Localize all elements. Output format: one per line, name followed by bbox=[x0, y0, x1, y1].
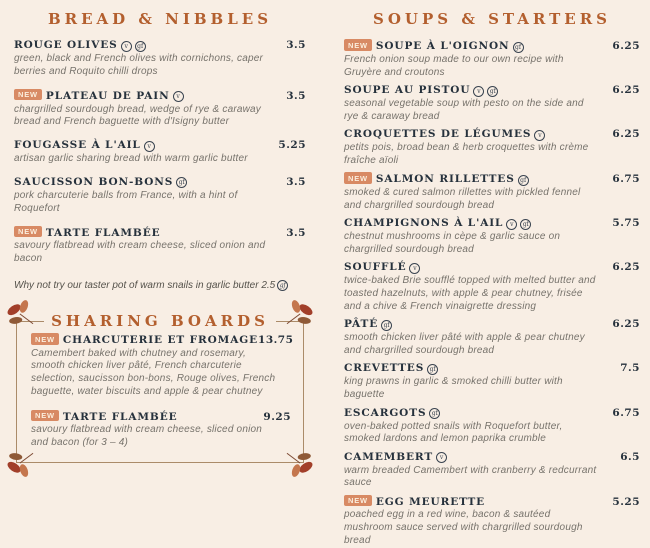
item-description: smoked & cured salmon rillettes with pickled fennel and chargrilled sourdough bread bbox=[344, 187, 581, 212]
item-price: 3.5 bbox=[286, 175, 306, 188]
sharing-boards-header bbox=[15, 312, 305, 330]
item-description: Camembert baked with chutney and rosemary, smooth chicken liver pâté, French charcuterie selection, saucisson bon-bons, Rouge olives, French baguette, water biscuits and apple & pear chutney bbox=[31, 347, 276, 398]
menu-item-crevettes bbox=[344, 362, 640, 402]
item-row bbox=[14, 176, 306, 189]
item-description: smooth chicken liver pâté with apple & pear chutney and chargrilled sourdough bread bbox=[344, 332, 585, 357]
item-description: pork charcuterie balls from France, with a hint of Roquefort bbox=[14, 189, 238, 214]
item-price: 6.75 bbox=[612, 406, 640, 419]
item-name-wrap bbox=[14, 226, 161, 239]
item-row bbox=[344, 172, 640, 186]
item-price: 7.5 bbox=[620, 362, 640, 375]
vegetarian-icon: v bbox=[121, 41, 132, 52]
item-row bbox=[31, 333, 294, 347]
section-title-bread-nibbles: BREAD & NIBBLES bbox=[47, 10, 273, 28]
item-price: 6.5 bbox=[620, 450, 640, 463]
item-description: green, black and French olives with cornichons, caper berries and Roquito chilli drops bbox=[14, 53, 264, 77]
menu-item-tarte-flambee-sharing bbox=[31, 410, 291, 450]
item-name: TARTE FLAMBÉE bbox=[62, 410, 178, 423]
gluten-free-icon: gf bbox=[381, 320, 392, 331]
item-name-wrap bbox=[344, 318, 392, 331]
item-name: SOUFFLÉ bbox=[344, 261, 407, 274]
right-column bbox=[344, 6, 640, 547]
item-name: PLATEAU DE PAIN bbox=[45, 89, 170, 102]
item-name: SAUCISSON BON-BONS bbox=[14, 175, 174, 188]
item-name: CROQUETTES DE LÉGUMES bbox=[344, 128, 532, 141]
gluten-free-icon: gf bbox=[427, 364, 438, 375]
item-row bbox=[344, 407, 640, 420]
item-price: 13.75 bbox=[258, 334, 294, 347]
gluten-free-icon: gf bbox=[513, 42, 524, 53]
item-row bbox=[344, 217, 640, 230]
item-name: CAMEMBERT bbox=[344, 450, 434, 463]
snails-note-text: Why not try our taster pot of warm snails in garlic butter 2.5 bbox=[14, 279, 276, 291]
new-badge: NEW bbox=[344, 39, 372, 51]
item-description: savoury flatbread with cream cheese, sliced onion and bacon bbox=[14, 240, 266, 264]
item-description: warm breaded Camembert with cranberry & redcurrant sauce bbox=[344, 464, 597, 489]
leaf-ornament-icon bbox=[5, 445, 38, 478]
menu-item-tarte-flambee bbox=[14, 226, 306, 266]
item-name: ESCARGOTS bbox=[344, 406, 427, 419]
item-row bbox=[14, 139, 306, 152]
item-name: EGG MEURETTE bbox=[375, 495, 486, 508]
item-name: ROUGE OLIVES bbox=[14, 39, 118, 51]
menu-item-champignons-a-lail bbox=[344, 217, 640, 257]
sharing-boards-box bbox=[16, 312, 304, 463]
item-description: artisan garlic sharing bread with warm garlic butter bbox=[14, 153, 248, 165]
item-price: 3.5 bbox=[286, 226, 306, 239]
section-title-soups-starters: SOUPS & STARTERS bbox=[373, 10, 611, 28]
left-column bbox=[14, 6, 306, 547]
item-price: 5.75 bbox=[612, 217, 640, 230]
vegetarian-icon: v bbox=[144, 141, 155, 152]
item-row bbox=[344, 495, 640, 508]
item-name: TARTE FLAMBÉE bbox=[45, 226, 161, 239]
item-row bbox=[344, 451, 640, 464]
item-description: king prawns in garlic & smoked chilli butter with baguette bbox=[344, 376, 563, 401]
item-price: 6.25 bbox=[612, 261, 640, 274]
new-badge: NEW bbox=[344, 172, 372, 184]
item-description: French onion soup made to our own recipe with Gruyère and croutons bbox=[344, 54, 564, 78]
vegetarian-icon: v bbox=[409, 263, 420, 274]
item-name-wrap bbox=[344, 407, 440, 420]
item-price: 6.75 bbox=[612, 173, 640, 186]
item-name-wrap bbox=[344, 261, 420, 274]
menu-item-rouge-olives bbox=[14, 39, 306, 79]
item-row bbox=[344, 261, 640, 274]
snails-note bbox=[14, 280, 306, 292]
item-row bbox=[14, 89, 306, 103]
item-name-wrap bbox=[31, 333, 258, 346]
menu-item-charcuterie-et-fromage bbox=[31, 333, 294, 399]
item-description: twice-baked Brie soufflé topped with melted butter and toasted hazelnuts, with apple & pear chutney, frisée and a chive & French vinaigrette dressing bbox=[344, 275, 596, 313]
item-description: petits pois, broad bean & herb croquettes with crème fraîche aïoli bbox=[344, 142, 589, 166]
item-name: FOUGASSE À L'AIL bbox=[14, 139, 141, 152]
item-description: savoury flatbread with cream cheese, sliced onion and bacon (for 3 – 4) bbox=[31, 424, 263, 449]
item-description: oven-baked potted snails with Roquefort butter, smoked lardons and lemon paprika crumble bbox=[344, 420, 563, 445]
item-name-wrap bbox=[14, 39, 146, 52]
item-name: SOUPE AU PISTOU bbox=[344, 84, 471, 97]
item-name: CHAMPIGNONS À L'AIL bbox=[344, 217, 504, 230]
new-badge: NEW bbox=[31, 410, 59, 422]
menu-item-plateau-de-pain bbox=[14, 89, 306, 130]
item-name-wrap bbox=[344, 451, 447, 464]
item-name: SALMON RILLETTES bbox=[375, 173, 515, 186]
item-name: SOUPE À L'OIGNON bbox=[375, 40, 510, 52]
gluten-free-icon: gf bbox=[176, 177, 187, 188]
vegetarian-icon: v bbox=[534, 130, 545, 141]
item-description: chestnut mushrooms in cèpe & garlic sauce on chargrilled sourdough bread bbox=[344, 231, 561, 256]
menu-item-souffle bbox=[344, 261, 640, 313]
gluten-free-icon: gf bbox=[487, 86, 498, 97]
new-badge: NEW bbox=[14, 89, 42, 101]
item-description: poached egg in a red wine, bacon & sautéed mushroom sauce served with chargrilled sourdough bread bbox=[344, 509, 583, 546]
item-name-wrap bbox=[344, 84, 498, 97]
menu-item-camembert bbox=[344, 451, 640, 491]
vegetarian-icon: v bbox=[436, 452, 447, 463]
menu-item-salmon-rillettes bbox=[344, 172, 640, 213]
item-description: seasonal vegetable soup with pesto on the side and rye & caraway bread bbox=[344, 98, 584, 122]
item-name-wrap bbox=[31, 410, 178, 423]
item-name: PÂTÉ bbox=[344, 318, 379, 331]
leaf-ornament-icon bbox=[282, 299, 315, 332]
item-description: chargrilled sourdough bread, wedge of rye & caraway bread and French baguette with d'Isigny butter bbox=[14, 103, 262, 128]
gluten-free-icon: gf bbox=[277, 280, 288, 291]
item-price: 3.5 bbox=[286, 89, 306, 102]
item-price: 5.25 bbox=[612, 495, 640, 508]
item-name-wrap bbox=[344, 39, 524, 53]
item-name-wrap bbox=[344, 217, 531, 230]
menu-item-croquettes-de-legumes bbox=[344, 128, 640, 168]
item-name-wrap bbox=[344, 495, 485, 508]
vegetarian-icon: v bbox=[473, 86, 484, 97]
gluten-free-icon: gf bbox=[135, 41, 146, 52]
item-name-wrap bbox=[344, 172, 529, 186]
gluten-free-icon: gf bbox=[518, 175, 529, 186]
item-row bbox=[14, 39, 306, 52]
item-row bbox=[344, 318, 640, 331]
item-price: 6.25 bbox=[612, 318, 640, 331]
menu-item-pate bbox=[344, 318, 640, 358]
item-name-wrap bbox=[344, 128, 545, 141]
vegetarian-icon: v bbox=[173, 91, 184, 102]
item-name: CREVETTES bbox=[344, 362, 425, 375]
item-row bbox=[344, 84, 640, 97]
item-row bbox=[344, 362, 640, 375]
item-price: 6.25 bbox=[612, 84, 640, 97]
menu-item-soupe-au-pistou bbox=[344, 84, 640, 124]
item-name-wrap bbox=[14, 89, 184, 103]
menu-item-soupe-a-loignon bbox=[344, 39, 640, 80]
new-badge: NEW bbox=[14, 226, 42, 238]
item-name: CHARCUTERIE ET FROMAGE bbox=[62, 334, 259, 347]
item-price: 6.25 bbox=[612, 40, 640, 52]
item-name-wrap bbox=[14, 176, 187, 189]
item-name-wrap bbox=[344, 362, 438, 375]
section-title-sharing-boards: SHARING BOARDS bbox=[51, 312, 269, 331]
menu-item-egg-meurette bbox=[344, 495, 640, 548]
leaf-ornament-icon bbox=[282, 445, 315, 478]
menu-item-fougasse bbox=[14, 139, 306, 166]
gluten-free-icon: gf bbox=[429, 408, 440, 419]
menu-item-escargots bbox=[344, 407, 640, 447]
item-price: 6.25 bbox=[612, 128, 640, 141]
new-badge: NEW bbox=[31, 333, 59, 345]
item-row bbox=[344, 128, 640, 141]
item-price: 9.25 bbox=[263, 410, 291, 423]
menu-item-saucisson-bon-bons bbox=[14, 176, 306, 216]
item-price: 5.25 bbox=[278, 139, 306, 152]
new-badge: NEW bbox=[344, 495, 372, 507]
vegetarian-icon: v bbox=[506, 219, 517, 230]
gluten-free-icon: gf bbox=[520, 219, 531, 230]
item-row bbox=[31, 410, 291, 423]
leaf-ornament-icon bbox=[5, 299, 38, 332]
item-row bbox=[344, 39, 640, 53]
item-row bbox=[14, 226, 306, 239]
item-price: 3.5 bbox=[286, 39, 306, 51]
item-name-wrap bbox=[14, 139, 155, 152]
